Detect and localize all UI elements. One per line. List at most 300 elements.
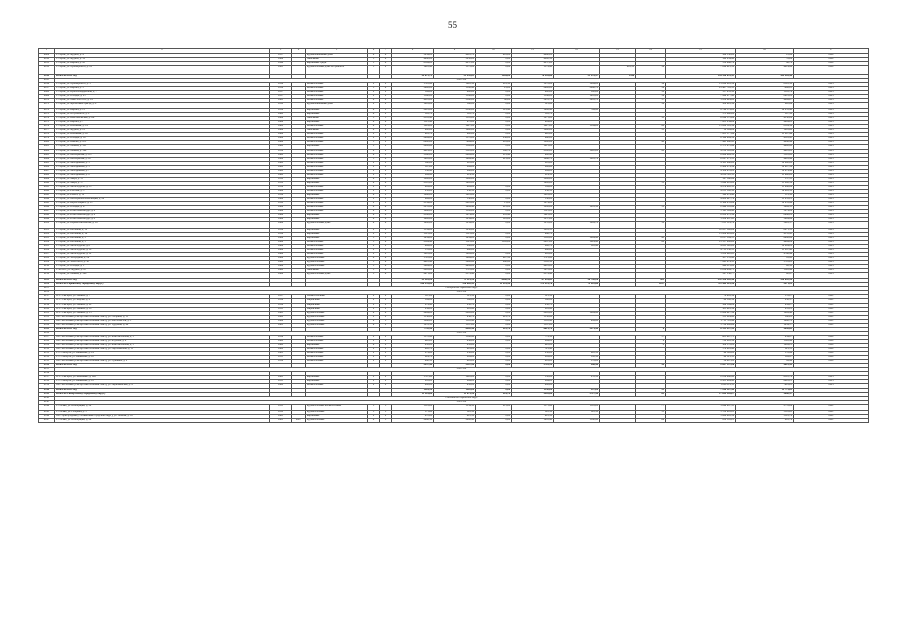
table-cell: шлакоблочные [306,198,368,202]
table-cell: 1085,00 [554,94,600,98]
table-cell: 4419,00 [392,149,434,153]
table-cell: 1427,00 [512,125,554,129]
table-cell: 2022 [794,58,869,62]
table-cell: 1580,90 [554,418,600,422]
table-cell: шлакоблочные [306,90,368,94]
table-cell: 4 [368,418,380,422]
table-cell: 176,00 [554,360,600,364]
column-number-cell: 12 [554,49,600,54]
table-cell: 5195,80 [736,153,794,157]
table-cell: 6 364 055,04 [666,202,736,206]
table-cell: 685 497,75 [666,335,736,339]
table-cell: 4111 [39,269,55,273]
table-cell: 551,00 [392,248,434,252]
table-cell: 2 [380,141,392,145]
table-cell: кирпичные [306,109,368,113]
address-cell: Г. Серов, ул. Ключевая, д. 45 [55,133,270,137]
table-cell: 4102 [39,232,55,236]
table-cell: 8986,22 [736,214,794,218]
table-cell: 2023 [794,248,869,252]
table-cell: 4 082 427,74 [666,198,736,202]
row-number-cell: 4142 [39,396,55,400]
table-cell: 1444,00 [434,256,476,260]
table-cell: 209,00 [434,356,476,360]
table-cell: 4 [368,194,380,198]
table-cell: 1955 [270,307,292,311]
table-cell: 89,46 [736,360,794,364]
table-cell: 494 211,82 [666,264,736,268]
table-cell: 547,00 [392,295,434,299]
table-cell: 4092 [39,189,55,193]
table-cell: 7 251 119,76 [666,222,736,228]
table-cell: шлакоблочные [306,149,368,153]
table-cell: 2023 [794,194,869,198]
table-cell: 721 969 523,18 [666,283,736,287]
table-cell: 3 959 987,93 [666,218,736,222]
table-cell: 1969 [270,273,292,279]
table-cell: 1969 [270,244,292,248]
table-cell: 144 390 876,53 [666,74,736,78]
table-cell: кирпичные [306,380,368,384]
table-cell: 2 066 427,39 [666,311,736,315]
table-cell: 0,00 [476,418,512,422]
address-cell: Г. Серов, ул. Победы, д. 27 [55,206,270,210]
address-cell: Г. Серов, ул. Кирова, д. 13 [55,109,270,113]
table-cell: 470,00 [392,414,434,418]
table-cell: 0,00 [476,376,512,380]
table-cell: 5 [368,66,380,74]
table-cell: 11 990,08 [736,173,794,177]
table-cell: 4138 [39,380,55,384]
table-cell: 6518,76 [736,376,794,380]
address-cell: Г. Серов, ул. Розы Люксембург, д. 8 [55,218,270,222]
address-cell: Г. Серов, ул. Загородная, д. 29 [55,256,270,260]
table-cell: 150 446,74 [666,62,736,66]
address-cell: Г. Серов, ул. Льва Толстого, д. 14 [55,98,270,102]
table-cell: 6693,21 [736,380,794,384]
table-cell: 4121 [39,311,55,315]
table-cell: 108 091,54 [666,102,736,108]
section-title-cell: 2023 год [55,368,869,372]
table-cell: 4107 [39,252,55,256]
table-cell: 240,80 [476,260,512,264]
table-cell: 1090,00 [434,129,476,133]
table-cell: 2 [380,102,392,108]
table-cell: крупноблочные [306,418,368,422]
table-cell: 4 [380,129,392,133]
table-cell: 3727,30 [554,392,600,396]
table-cell: 258,70 [512,303,554,307]
table-cell: 20 798,26 [554,279,600,283]
row-number-cell: 4115 [39,287,55,291]
table-cell: 1960 [270,173,292,177]
table-cell: 2394,40 [392,240,434,244]
table-cell: 1125,40 [392,121,434,125]
table-cell: 412,10 [512,414,554,418]
table-cell: 1464,40 [434,157,476,161]
table-cell: 256,10 [434,189,476,193]
table-cell: 1961 [270,352,292,356]
table-cell: 4 [380,311,392,315]
table-cell: 2 [380,232,392,236]
table-cell: панельные [306,269,368,273]
table-cell: 4098 [39,214,55,218]
table-cell: 4 106 976,02 [666,169,736,173]
table-cell: 3442,00 [392,86,434,90]
table-cell: 0,00 [476,133,512,137]
table-cell: шлакоблочные [306,252,368,256]
table-cell: шлакоблочные [306,352,368,356]
table-cell: 1722,00 [392,256,434,260]
table-cell: 1959 [270,149,292,153]
table-cell: 1542,00 [434,145,476,149]
table-cell: 1003,00 [512,194,554,198]
address-cell: Г. Сосьва, ул. Гагарина, д. 5 [55,410,270,414]
table-cell: 4120 [39,307,55,311]
table-cell: 11 075,10 [434,392,476,396]
table-cell: кирпичные [306,121,368,125]
table-cell: 2 [380,384,392,388]
table-cell: 3437,40 [392,364,434,368]
table-cell: 0,00 [476,364,512,368]
table-cell: 4 [368,206,380,210]
table-cell: 2 [380,414,392,418]
table-cell: 4094 [39,198,55,202]
table-cell: 1969 [270,256,292,260]
table-cell: 2023 [794,129,869,133]
table-cell: 400,00 [434,90,476,94]
table-cell: 241 938 228,46 [666,279,736,283]
table-cell: 2023 [794,153,869,157]
table-cell: 4093 [39,194,55,198]
address-cell: Г. Серов, ул. Комсомольская, д. 2А [55,117,270,121]
table-cell: 4122 [39,315,55,319]
table-cell: 5604,84 [736,218,794,222]
section-title-cell: 2023 год [55,78,869,82]
address-cell: Пос. Бесхозный (Сысертский сельский совет), ул. Комсомольская, д. 5 [55,344,270,348]
table-cell: 1172,20 [434,66,476,74]
table-cell: 2 [380,173,392,177]
table-cell: 71 411,10 [434,279,476,283]
table-cell: 36 [636,82,666,86]
table-cell: 2 [368,352,380,356]
table-cell: 4 [368,214,380,218]
table-cell: 2021 [794,323,869,327]
table-cell: 2 [380,113,392,117]
row-number-cell: 4135 [39,368,55,372]
table-cell: 5 [368,117,380,121]
table-cell: 0,00 [476,339,512,343]
table-cell: 441,10 [600,66,636,74]
table-cell: 4 [380,218,392,222]
table-cell: 1959 [270,228,292,232]
table-cell: 13 [636,388,666,392]
table-cell: 1874,00 [512,202,554,206]
table-cell: 3 049 987,33 [666,404,736,410]
table-cell: 11 486,89 [736,185,794,189]
table-cell: 8504,34 [736,125,794,129]
table-cell: 2 [368,376,380,380]
table-cell: 2 [380,315,392,319]
address-cell: Г. С. Сысерть, ул. Шевченко, д. 14 [55,352,270,356]
table-cell: 4110 [39,264,55,268]
table-cell: 4125 [39,327,55,331]
table-cell: 2006,40 [434,418,476,422]
table-cell: 44 526,00 [666,352,736,356]
table-cell: 397,00 [554,388,600,392]
address-cell: П. С. Сысерть, ул. Ленина, д. 33 [55,311,270,315]
table-cell: 1969 [270,319,292,323]
table-cell: 4076 [39,125,55,129]
table-cell: 4130 [39,348,55,352]
table-cell: 4084 [39,157,55,161]
table-cell: 2 [368,380,380,384]
table-cell: 13 024 861,16 [666,82,736,86]
table-cell: 548,20 [434,102,476,108]
table-cell: 4980,00 [392,58,434,62]
address-cell: П. С. Сысерть, ул. Ленина, д. 30 [55,307,270,311]
table-cell: 0,00 [476,90,512,94]
table-cell: 2023 [794,109,869,113]
table-cell: 182,30 [554,356,600,360]
table-cell: 1969 [270,189,292,193]
table-cell: 4 [368,149,380,153]
table-cell: 295,00 [434,161,476,165]
table-cell: 7 240 507,40 [666,388,736,392]
table-cell: 2110,00 [392,181,434,185]
table-cell: 2446,30 [392,418,434,422]
table-cell: 90 106,54 [666,299,736,303]
table-cell: 2 [380,360,392,364]
column-number-cell: 2 [55,49,270,54]
table-cell: 6 399 964,16 [666,137,736,141]
address-cell: П. С. Сысерть, ул. Ленина, д. 7 [55,295,270,299]
table-cell: 322,50 [554,410,600,414]
table-cell: 2 [380,185,392,189]
table-cell: 1954 [270,82,292,86]
table-cell: 4139 [39,384,55,388]
address-cell: Г. Серов, ул. Молодежная, д. 5 [55,165,270,169]
table-cell: крупноблочные [306,323,368,327]
table-cell: 2022 [794,62,869,66]
table-cell: 0,00 [476,303,512,307]
table-cell: 4 [368,311,380,315]
table-cell: 51 [636,206,666,210]
table-cell: 223,70 [476,315,512,319]
table-cell: 1261,79 [554,157,600,161]
table-cell: 4 [380,273,392,279]
table-cell: 0,00 [476,66,512,74]
table-cell: 93 209,20 [392,279,434,283]
table-cell: 175 991,76 [512,283,554,287]
table-cell: 2 175 072,96 [666,145,736,149]
section-title-cell: 2021 год [55,291,869,295]
table-cell: 2705,10 [512,364,554,368]
table-cell: 10 [636,90,666,94]
table-cell: 2023 [794,169,869,173]
table-cell: 2 [368,202,380,206]
table-cell: 3 856 624,08 [666,98,736,102]
table-cell: 1163,76 [736,90,794,94]
table-cell: 249,90 [392,173,434,177]
address-cell: Г. Серов, ул. Рельса, д. 12 [55,194,270,198]
table-cell: 7664,00 [434,141,476,145]
table-cell: 4 [380,214,392,218]
address-cell: Г. Серов, ул. Первой Пятилетки, д. 16 [55,222,270,228]
table-cell: 2 [368,356,380,360]
table-cell: 0,00 [476,102,512,108]
table-cell: 77 [636,404,666,410]
table-cell: 4145 [39,410,55,414]
table-cell: кирпичные [306,177,368,181]
table-cell: 2087,00 [512,240,554,244]
table-cell: 1968 [270,260,292,264]
table-cell: 1902,00 [434,181,476,185]
table-cell: 2 [368,228,380,232]
row-number-cell: 4015 [39,78,55,82]
table-cell: 0,00 [476,210,512,214]
table-cell: 215,00 [476,404,512,410]
table-cell: 83,90 [736,256,794,260]
address-cell: Г. Серов, ул. Ленина, д. 181 [55,145,270,149]
address-cell: Г. Серов, ул. Металлургов, д. 12 [55,252,270,256]
table-cell: 449,00 [392,244,434,248]
table-cell [600,418,636,422]
table-cell: 9961,46 [736,157,794,161]
table-cell: 480,10 [392,360,434,364]
table-cell: 5361,65 [736,410,794,414]
table-cell: 295,00 [512,161,554,165]
table-cell: 2023 [794,82,869,86]
table-cell: 1294,90 [554,311,600,315]
table-cell: 1188,40 [434,86,476,90]
table-cell: 4995,00 [736,149,794,153]
table-cell: 48 [636,141,666,145]
address-cell: Г. Серов, ул. Фрунзе, д. 4 [55,54,270,58]
column-number-cell: 14 [636,49,666,54]
table-cell: 4 [368,222,380,228]
table-cell: 258,00 [434,352,476,356]
table-cell: шлакоблочные [306,165,368,169]
address-cell: Г. Серов, ул. Фрунзе, д. 21 [55,129,270,133]
column-number-cell: 16 [736,49,794,54]
table-cell: 4886,49 [736,141,794,145]
table-cell: 697,10 [476,256,512,260]
table-cell: 2021 [794,299,869,303]
table-cell: 367,00 [392,165,434,169]
table-cell: 7 003 234,06 [666,121,736,125]
table-cell: 6 299 372,66 [666,117,736,121]
table-cell: 1281,30 [554,206,600,210]
address-cell: Пос. Бесхозный (Сысертский сельский совет), ул. Клубная, д. 4 [55,339,270,343]
table-cell: 5 [368,58,380,62]
table-cell: шлакоблочные [306,94,368,98]
table-cell: 2023 [794,380,869,384]
table-cell: 1963 [270,98,292,102]
address-cell: Г. Серов, ул. Вагонная, д. 3 [55,236,270,240]
table-cell: 0,00 [476,236,512,240]
table-cell: 2007 [292,418,306,422]
table-cell: шлакоблочные [306,133,368,137]
table-cell: 2 [380,145,392,149]
address-cell: Г. Серов, ул. Октябрьской Революции, д. 29 [55,198,270,202]
table-cell: 409,00 [434,185,476,189]
table-cell: 4664,29 [736,240,794,244]
table-cell: 1969 [270,240,292,244]
address-cell: Г. Серов, ул. Молодежная, д. 7 [55,169,270,173]
table-cell: 2471,00 [392,273,434,279]
table-cell: 3469,53 [736,206,794,210]
table-cell: 0,00 [476,117,512,121]
table-cell: Кирпичные [306,299,368,303]
table-cell: 2 [380,295,392,299]
table-cell: 1003,00 [434,194,476,198]
table-cell: 2180,00 [434,109,476,113]
table-cell: 0,00 [476,319,512,323]
table-cell: 2 [368,133,380,137]
table-cell: кирпичные [306,214,368,218]
table-cell: 2 944 143,96 [666,206,736,210]
table-cell: 0,00 [476,323,512,327]
table-cell: 1584,00 [476,74,512,78]
table-cell: 90 [636,149,666,153]
table-cell: 2 [368,248,380,252]
table-row [39,418,869,422]
table-cell: 720 863,36 [666,339,736,343]
table-cell: 2 [380,66,392,74]
table-cell: 10 857 398,06 [666,228,736,232]
table-cell: 1278,00 [512,82,554,86]
table-cell: 5074,24 [736,210,794,214]
table-cell: 107 153,42 [666,256,736,260]
table-cell: 4118 [39,299,55,303]
table-cell: крупноблочные [306,410,368,414]
address-cell: Г. Серов, ул. Молодежная, д. 3 [55,161,270,165]
table-cell: крупноблочные дома без ремонта [306,66,368,74]
address-cell: Г. Серов, ул. Победы, д. 5 [55,264,270,268]
table-cell: 6544,00 [392,62,434,66]
table-cell: 4200,10 [512,58,554,62]
table-cell: 2 [380,244,392,248]
table-cell: 0,00 [476,335,512,339]
table-cell: 2 [380,194,392,198]
table-cell: 4070 [39,98,55,102]
table-cell: 236,00 [476,137,512,141]
column-number-cell: 6 [368,49,380,54]
table-cell: 0,00 [476,264,512,268]
table-cell: 5893,37 [736,222,794,228]
table-cell: 2188,00 [392,214,434,218]
table-cell: 1965 [270,414,292,418]
table-cell: 0,00 [476,388,512,392]
table-cell: 1302,00 [512,236,554,240]
table-cell: 4014 [39,74,55,78]
table-cell: 298,70 [512,244,554,248]
table-cell: 4 [368,121,380,125]
table-cell: 4257,00 [512,62,554,66]
table-cell: 2 [368,384,380,388]
table-cell: 5 [368,86,380,90]
table-cell: 6988,84 [736,236,794,240]
table-cell: 78 483,54 [666,295,736,299]
table-cell: 228,10 [554,352,600,356]
table-cell: 4146 [39,414,55,418]
table-cell: 4 [380,54,392,58]
table-cell: 2091,00 [392,109,434,113]
table-cell: 2023 [794,273,869,279]
address-cell: Г. Серов, ул. Металлургов, д. 53 [55,185,270,189]
table-cell: 5 [380,236,392,240]
